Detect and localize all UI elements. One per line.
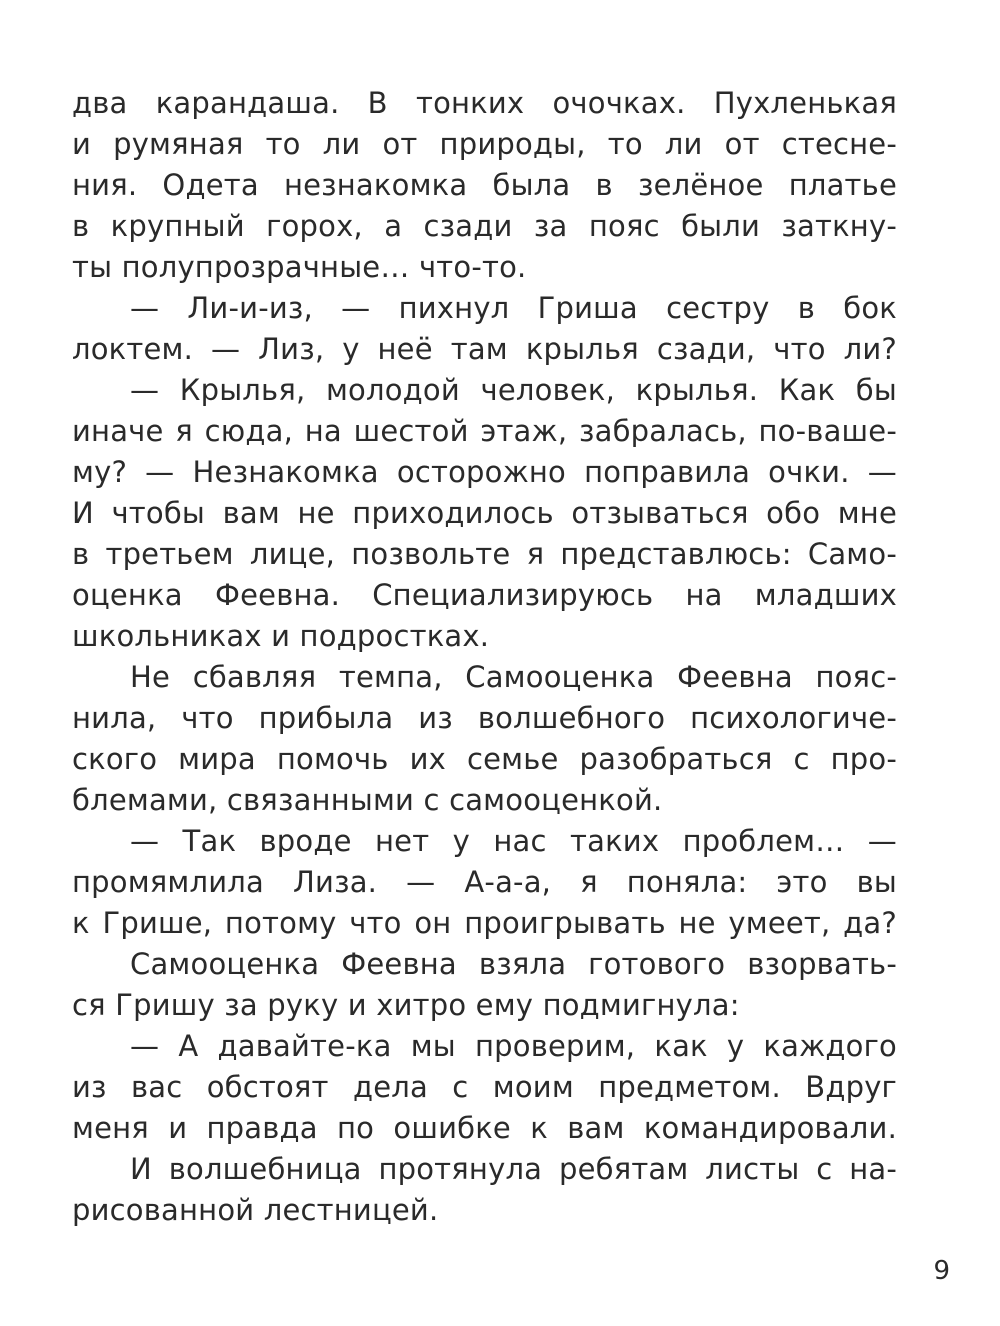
text-line: — Крылья, молодой человек, крылья. Как бы	[130, 373, 897, 407]
text-line: и румяная то ли от природы, то ли от стесне-	[72, 127, 897, 161]
text-line: ния. Одета незнакомка была в зелёное платье	[72, 168, 897, 202]
text-line: ского мира помочь их семье разобраться с про-	[72, 742, 897, 776]
page-text	[72, 83, 897, 1231]
text-line: два карандаша. В тонких очочках. Пухленькая	[72, 86, 897, 120]
text-line: в крупный горох, а сзади за пояс были заткну-	[72, 209, 897, 243]
text-line: меня и правда по ошибке к вам командировали.	[72, 1111, 897, 1145]
text-line: Самооценка Феевна взяла готового взорвать-	[130, 947, 897, 981]
text-line: нила, что прибыла из волшебного психологиче-	[72, 701, 897, 735]
text-line: И чтобы вам не приходилось отзываться обо мне	[72, 496, 897, 530]
text-line: в третьем лице, позвольте я представлюсь: Само-	[72, 537, 897, 571]
text-line: школьниках и подростках.	[72, 619, 490, 653]
text-line: ся Гришу за руку и хитро ему подмигнула:	[72, 988, 740, 1022]
text-line: из вас обстоят дела с моим предметом. Вдруг	[72, 1070, 897, 1104]
text-line: оценка Феевна. Специализируюсь на младших	[72, 578, 897, 612]
text-line: промямлила Лиза. — А-а-а, я поняла: это вы	[72, 865, 897, 899]
text-line: иначе я сюда, на шестой этаж, забралась, по-ваше-	[72, 414, 897, 448]
text-line: И волшебница протянула ребятам листы с на-	[130, 1152, 897, 1186]
text-line: к Грише, потому что он проигрывать не умеет, да?	[72, 906, 897, 940]
text-line: Не сбавляя темпа, Самооценка Феевна пояс-	[130, 660, 897, 694]
text-line: — Так вроде нет у нас таких проблем… —	[130, 824, 897, 858]
text-line: блемами, связанными с самооценкой.	[72, 783, 663, 817]
text-line: му? — Незнакомка осторожно поправила очки. —	[72, 455, 897, 489]
text-line: локтем. — Лиз, у неё там крылья сзади, что ли?	[72, 332, 897, 366]
text-line: ты полупрозрачные… что-то.	[72, 250, 527, 284]
page-number: 9	[933, 1256, 950, 1286]
text-line: — А давайте-ка мы проверим, как у каждого	[130, 1029, 897, 1063]
text-line: рисованной лестницей.	[72, 1193, 439, 1227]
text-line: — Ли-и-из, — пихнул Гриша сестру в бок	[130, 291, 897, 325]
